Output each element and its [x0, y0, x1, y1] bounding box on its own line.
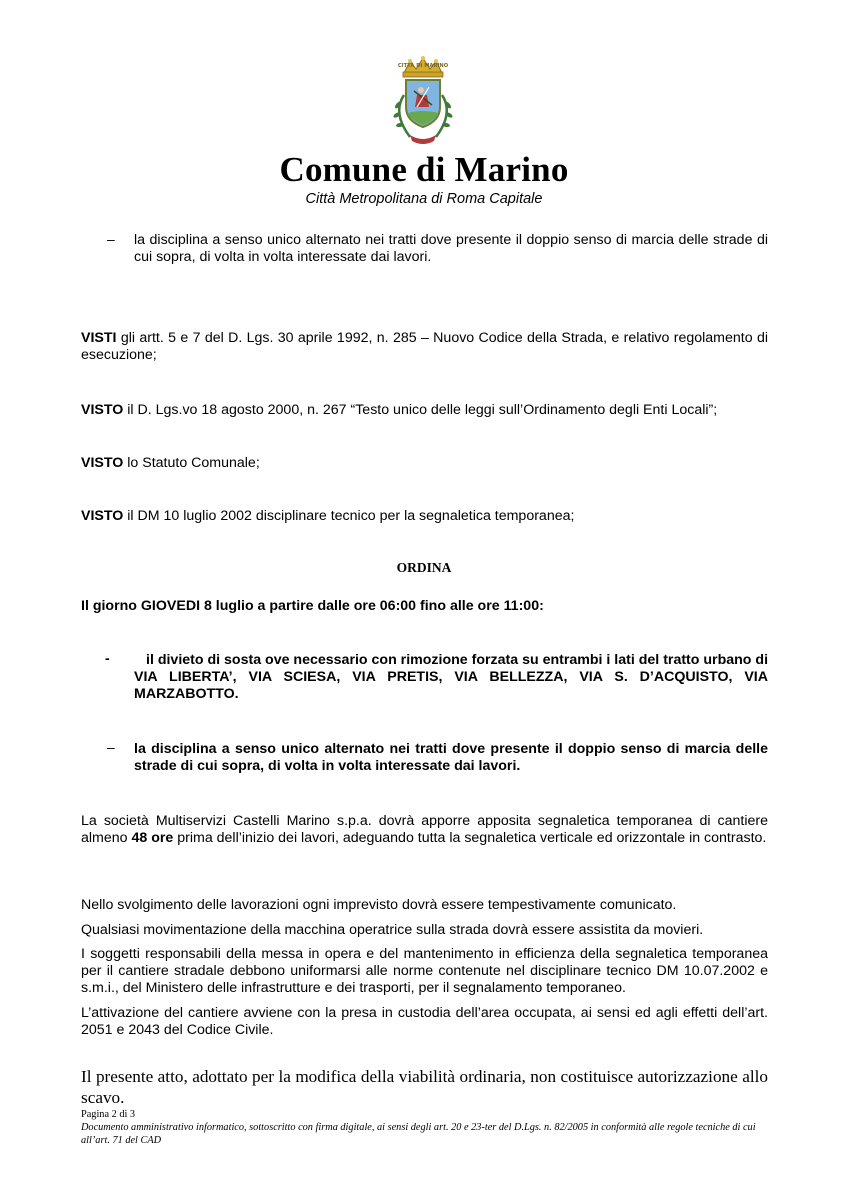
consideration-lead: VISTO — [81, 508, 124, 524]
intro-list-item: la disciplina a senso unico alternato nei tratti dove presente il doppio senso di marcia delle strade di cui sopra, di volta in volta interessate dai lavori. — [134, 232, 768, 265]
list-bullet: – — [107, 739, 115, 755]
closing-statement: Il presente atto, adottato per la modifica della viabilità ordinaria, non costituisce autorizzazione allo scavo. — [81, 1067, 768, 1107]
crest-label: CITTÀ DI MARINO — [397, 63, 449, 69]
order-heading: ORDINA — [396, 560, 452, 575]
consideration-statuto — [81, 455, 768, 472]
paragraph-unforeseen: Nello svolgimento delle lavorazioni ogni imprevisto dovrà essere tempestivamente comunicato. — [81, 897, 677, 913]
consideration-tuel — [81, 402, 768, 419]
company-text-hours: 48 ore — [131, 830, 174, 846]
paragraph-responsibility: I soggetti responsabili della messa in opera e del mantenimento in efficienza della segnaletica temporanea per il cantiere stradale debbono uniformarsi alle norme contenute nel disciplinare tecnico DM 10.07.2002 e s.m.i., del Ministero delle infrastrutture e dei trasporti, per il segnalamento temporaneo. — [81, 946, 768, 996]
consideration-lead: VISTI — [81, 330, 117, 346]
list-bullet: - — [105, 650, 110, 666]
coat-of-arms-icon — [384, 55, 462, 147]
consideration-lead: VISTO — [81, 402, 124, 418]
order-item-one-way: la disciplina a senso unico alternato nei tratti dove presente il doppio senso di marcia delle strade di cui sopra, di volta in volta interessate dai lavori. — [134, 741, 768, 774]
company-text-after: prima dell’inizio dei lavori, adeguando tutta la segnaletica verticale ed orizzontale in contrasto. — [173, 830, 767, 846]
list-bullet: – — [107, 231, 115, 247]
consideration-text: gli artt. 5 e 7 del D. Lgs. 30 aprile 1992, n. 285 – Nuovo Codice della Strada, e relativo regolamento di esecuzione; — [81, 330, 768, 363]
footer-note: Documento amministrativo informatico, sottoscritto con firma digitale, ai sensi degli art. 20 e 23-ter del D.Lgs. n. 82/2005 in conformità alle regole tecniche di cui all’art. 71 del CAD — [81, 1122, 756, 1146]
company-paragraph — [81, 813, 768, 847]
page-title: Comune di Marino — [279, 150, 569, 189]
paragraph-movers: Qualsiasi movimentazione della macchina operatrice sulla strada dovrà essere assistita da movieri. — [81, 922, 704, 938]
consideration-visti — [81, 330, 768, 364]
consideration-dm — [81, 508, 768, 525]
order-item-parking: il divieto di sosta ove necessario con rimozione forzata su entrambi i lati del tratto urbano di VIA LIBERTA’, VIA SCIESA, VIA PRETIS, VIA BELLEZZA, VIA S. D’ACQUISTO, VIA MARZABOTTO. — [134, 652, 769, 702]
company-text-before: La società Multiservizi Castelli Marino s.p.a. dovrà apporre apposita segnaletica temporanea di cantiere almeno — [81, 813, 768, 846]
consideration-lead: VISTO — [81, 455, 124, 471]
consideration-text: lo Statuto Comunale; — [123, 455, 260, 471]
consideration-text: il DM 10 luglio 2002 disciplinare tecnico per la segnaletica temporanea; — [123, 508, 575, 524]
paragraph-activation: L’attivazione del cantiere avviene con la presa in custodia dell’area occupata, ai sensi ed agli effetti dell’art. 2051 e 2043 del Codice Civile. — [81, 1005, 768, 1038]
page-number: Pagina 2 di 3 — [81, 1109, 136, 1120]
consideration-text: il D. Lgs.vo 18 agosto 2000, n. 267 “Testo unico delle leggi sull’Ordinamento degli Enti Locali”; — [123, 402, 718, 418]
order-date-line: Il giorno GIOVEDI 8 luglio a partire dalle ore 06:00 fino alle ore 11:00: — [81, 598, 544, 614]
page-subtitle: Città Metropolitana di Roma Capitale — [305, 191, 543, 207]
